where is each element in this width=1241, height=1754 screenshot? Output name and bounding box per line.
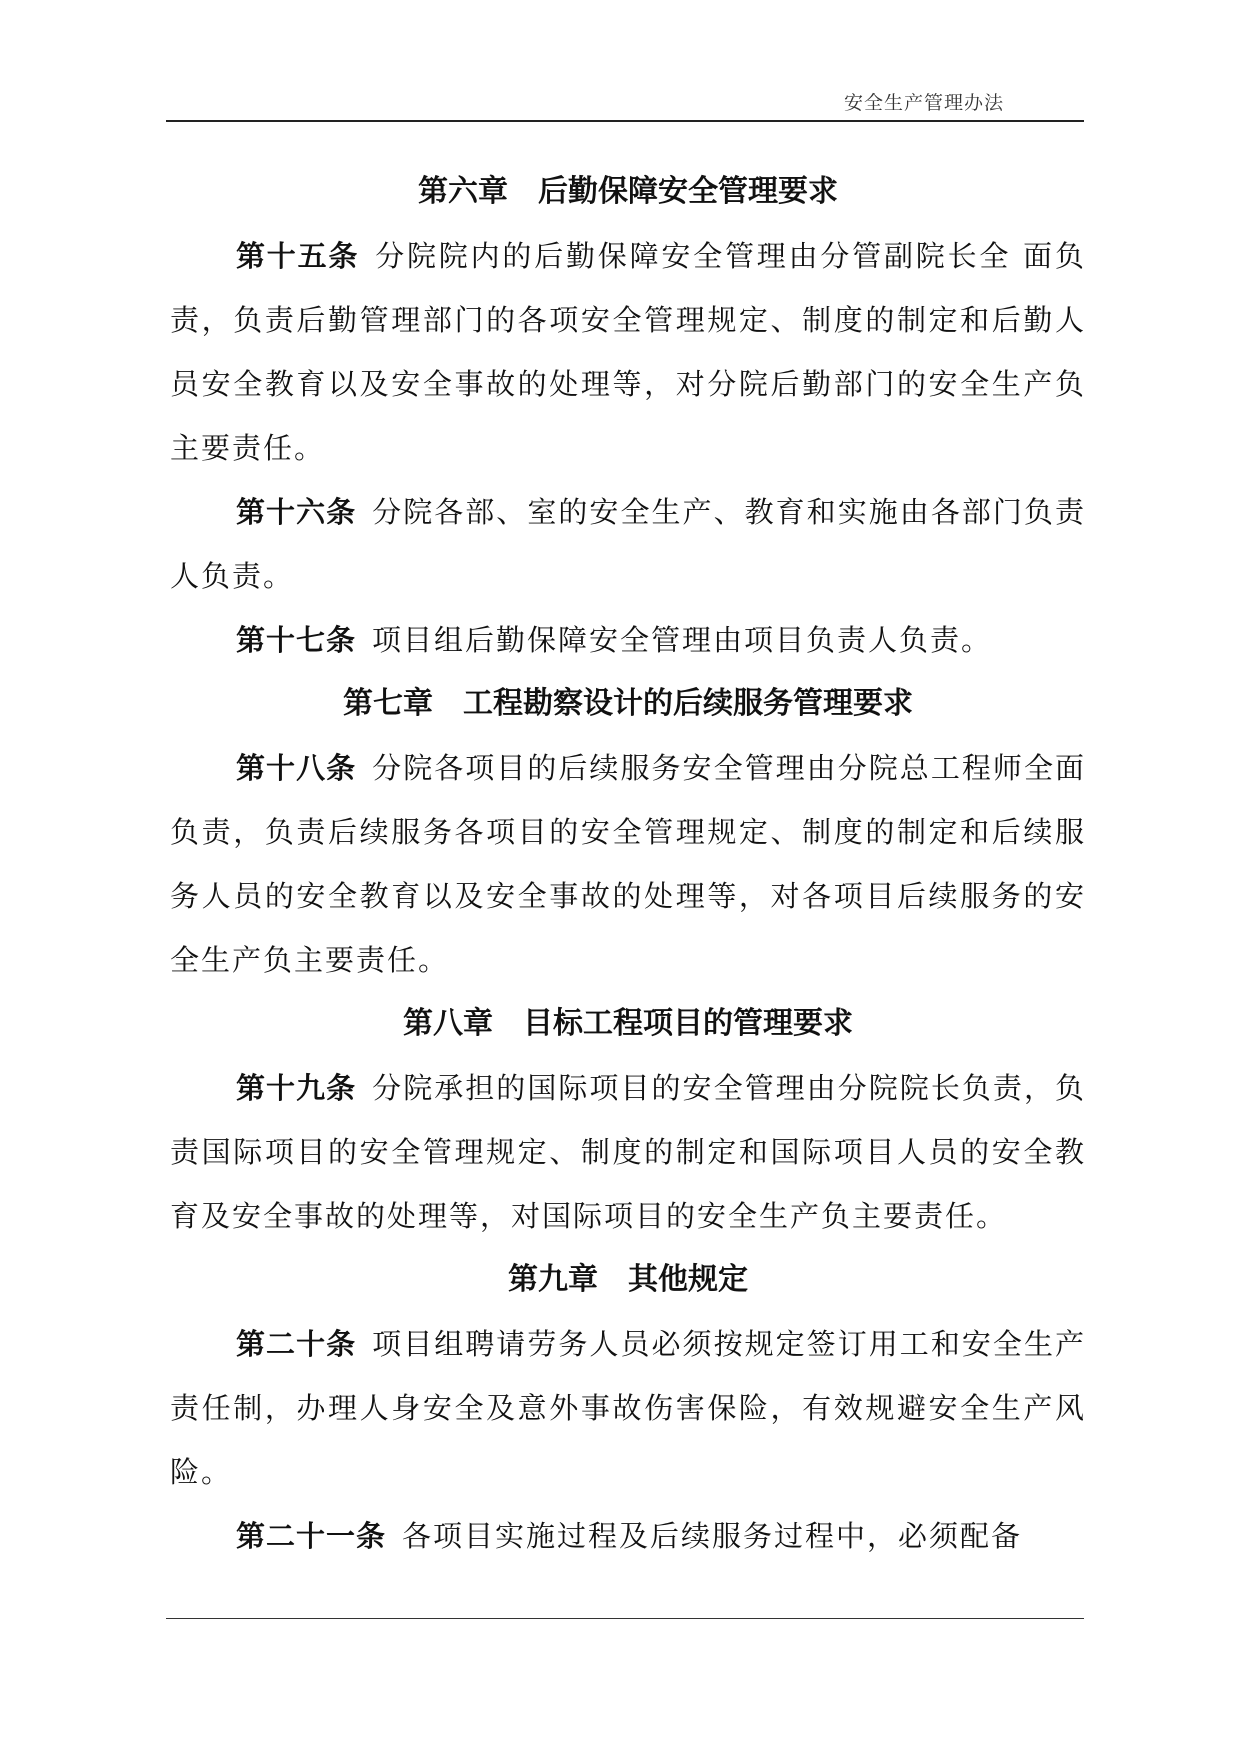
article-16-number: 第十六条 — [236, 495, 357, 529]
article-19-number: 第十九条 — [236, 1071, 357, 1105]
article-21-text: 各项目实施过程及后续服务过程中，必须配备 — [402, 1519, 1023, 1553]
article-15-number: 第十五条 — [236, 239, 360, 273]
article-21-number: 第二十一条 — [236, 1519, 387, 1553]
document-body — [170, 160, 1086, 1568]
article-15 — [170, 224, 1086, 480]
page-header — [166, 88, 1084, 122]
article-16 — [170, 480, 1086, 608]
article-17-number: 第十七条 — [236, 623, 357, 657]
article-15-text: 分院院内的后勤保障安全管理由分管副院长全 面负责，负责后勤管理部门的各项安全管理规定、制度的制定和后勤人员安全教育以及安全事故的处理等，对分院后勤部门的安全生产负主要责任。 — [170, 239, 1086, 465]
chapter-6-title: 第六章 后勤保障安全管理要求 — [418, 174, 838, 209]
article-16-text: 分院各部、室的安全生产、教育和实施由各部门负责人负责。 — [170, 495, 1086, 593]
page-footer-rule — [166, 1618, 1084, 1619]
article-18 — [170, 736, 1086, 992]
chapter-8-title: 第八章 目标工程项目的管理要求 — [403, 1006, 853, 1041]
chapter-7-title: 第七章 工程勘察设计的后续服务管理要求 — [343, 686, 913, 721]
article-20-text: 项目组聘请劳务人员必须按规定签订用工和安全生产责任制，办理人身安全及意外事故伤害保险，有效规避安全生产风险。 — [170, 1327, 1086, 1489]
article-20-number: 第二十条 — [236, 1327, 357, 1361]
article-17-text: 项目组后勤保障安全管理由项目负责人负责。 — [372, 623, 993, 657]
header-title: 安全生产管理办法 — [843, 92, 1004, 114]
article-19 — [170, 1056, 1086, 1248]
article-17 — [170, 608, 1086, 672]
article-20 — [170, 1312, 1086, 1504]
article-21 — [170, 1504, 1086, 1568]
article-19-text: 分院承担的国际项目的安全管理由分院院长负责，负责国际项目的安全管理规定、制度的制定和国际项目人员的安全教育及安全事故的处理等，对国际项目的安全生产负主要责任。 — [170, 1071, 1086, 1233]
article-18-text: 分院各项目的后续服务安全管理由分院总工程师全面负责，负责后续服务各项目的安全管理规定、制度的制定和后续服务人员的安全教育以及安全事故的处理等，对各项目后续服务的安全生产负主要责任。 — [170, 751, 1086, 977]
chapter-9-title: 第九章 其他规定 — [508, 1262, 748, 1297]
article-18-number: 第十八条 — [236, 751, 357, 785]
